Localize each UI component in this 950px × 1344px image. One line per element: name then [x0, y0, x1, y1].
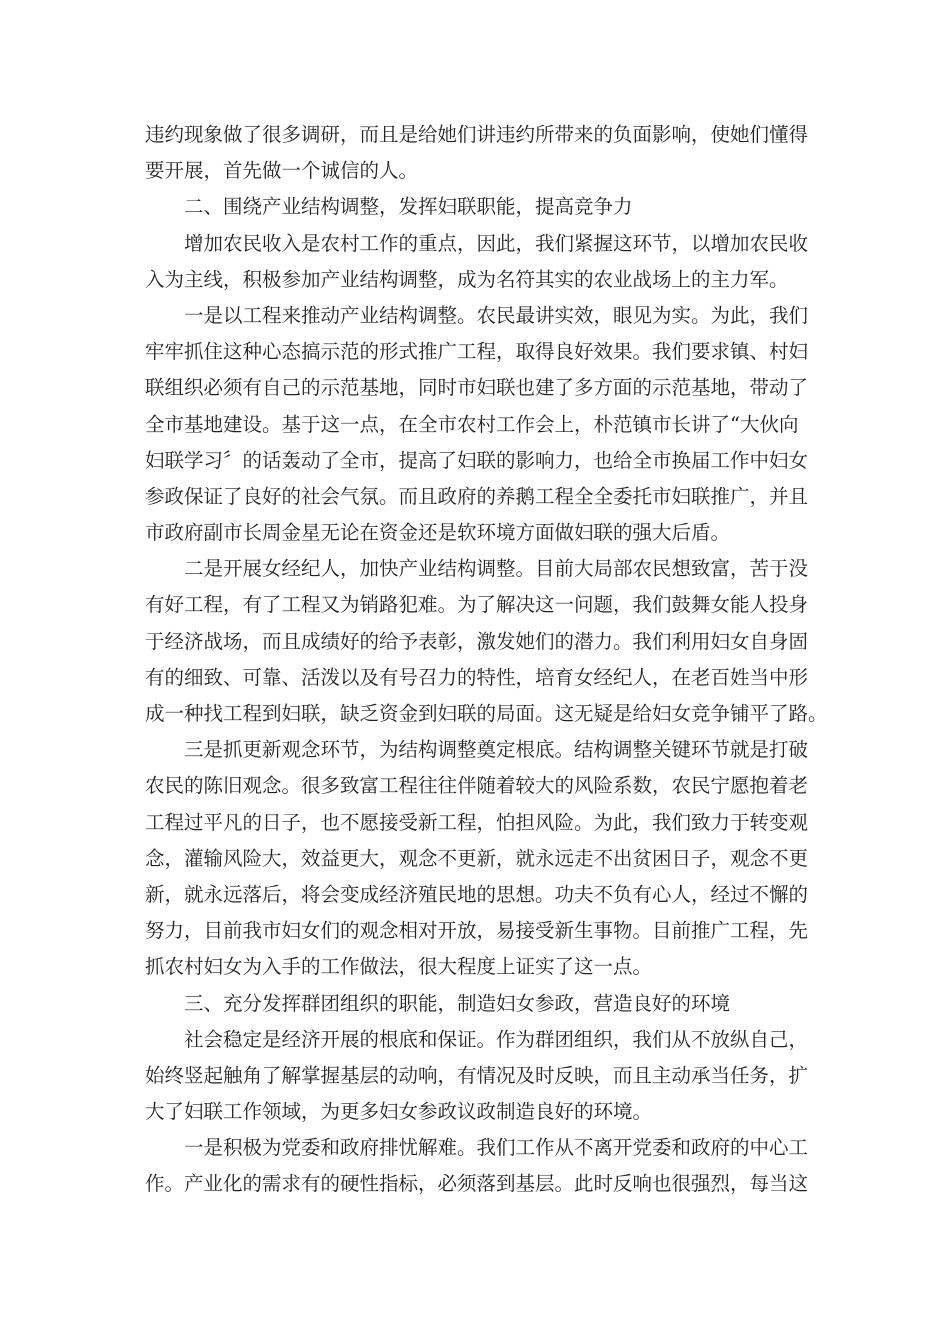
text-line: 要开展，首先做一个诚信的人。 [145, 159, 419, 183]
text-line: 联组织必须有自己的示范基地，同时市妇联也建了多方面的示范基地，带动了 [145, 376, 809, 400]
text-line: 抓农村妇女为入手的工作做法，很大程度上证实了这一点。 [145, 955, 653, 979]
section-heading: 二、围绕产业结构调整，发挥妇联职能，提高竞争力 [184, 195, 633, 219]
text-line: 有的细致、可靠、活泼以及有号召力的特性，培育女经纪人，在老百姓当中形 [145, 665, 809, 689]
text-line: 牢牢抓住这种心态搞示范的形式推广工程，取得良好效果。我们要求镇、村妇 [145, 340, 809, 364]
text-line: 三是抓更新观念环节，为结构调整奠定根底。结构调整关键环节就是打破 [184, 738, 809, 762]
text-line: 参政保证了良好的社会气氛。而且政府的养鹅工程全全委托市妇联推广，并且 [145, 484, 809, 508]
text-line: 增加农民收入是农村工作的重点，因此，我们紧握这环节，以增加农民收 [184, 231, 809, 255]
text-line: 入为主线，积极参加产业结构调整，成为名符其实的农业战场上的主力军。 [145, 267, 789, 291]
text-line: 始终竖起触角了解掌握基层的动响，有情况及时反映，而且主动承当任务，扩 [145, 1063, 809, 1087]
text-line: 念，灌输风险大，效益更大，观念不更新，就永远走不出贫困日子，观念不更 [145, 846, 809, 870]
text-line: 有好工程，有了工程又为销路犯难。为了解决这一问题，我们鼓舞女能人投身 [145, 593, 809, 617]
text-line: 新，就永远落后，将会变成经济殖民地的思想。功夫不负有心人，经过不懈的 [145, 882, 809, 906]
text-line: 妇联学习〞的话轰动了全市，提高了妇联的影响力，也给全市换届工作中妇女 [145, 448, 809, 472]
text-line: 努力，目前我市妇女们的观念相对开放，易接受新生事物。目前推广工程，先 [145, 919, 809, 943]
document-body [145, 117, 828, 1203]
text-line: 全市基地建设。基于这一点，在全市农村工作会上，朴范镇市长讲了“大伙向 [145, 412, 799, 436]
text-line: 成一种找工程到妇联，缺乏资金到妇联的局面。这无疑是给妇女竞争铺平了路。 [145, 702, 828, 725]
section-heading: 三、充分发挥群团组织的职能，制造妇女参政，营造良好的环境 [184, 991, 731, 1015]
text-line: 违约现象做了很多调研，而且是给她们讲违约所带来的负面影响，使她们懂得 [145, 123, 809, 146]
text-line: 市政府副市长周金星无论在资金还是软环境方面做妇联的强大后盾。 [145, 521, 731, 545]
text-line: 于经济战场，而且成绩好的给予表彰，激发她们的潜力。我们利用妇女自身固 [145, 629, 809, 653]
text-line: 一是积极为党委和政府排忧解难。我们工作从不离开党委和政府的中心工 [184, 1136, 809, 1160]
text-line: 工程过平凡的日子，也不愿接受新工程，怕担风险。为此，我们致力于转变观 [145, 810, 809, 834]
text-line: 二是开展女经纪人，加快产业结构调整。目前大局部农民想致富，苦于没 [184, 557, 809, 581]
text-line: 社会稳定是经济开展的根底和保证。作为群团组织，我们从不放纵自己， [184, 1027, 809, 1051]
text-line: 农民的陈旧观念。很多致富工程往往伴随着较大的风险系数，农民宁愿抱着老 [145, 774, 809, 798]
text-line: 一是以工程来推动产业结构调整。农民最讲实效，眼见为实。为此，我们 [184, 303, 809, 327]
text-line: 大了妇联工作领域，为更多妇女参政议政制造良好的环境。 [145, 1100, 653, 1124]
text-line: 作。产业化的需求有的硬性指标，必须落到基层。此时反响也很强烈，每当这 [145, 1172, 809, 1196]
